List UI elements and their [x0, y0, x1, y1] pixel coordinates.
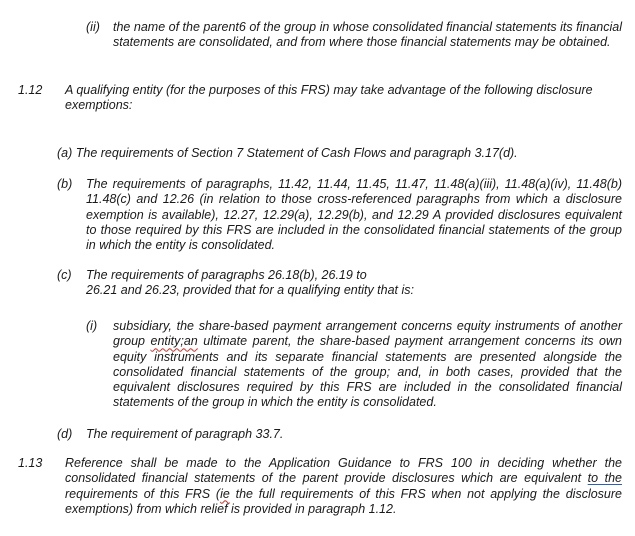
item-c-i-text	[113, 319, 622, 411]
paragraph-1-13-part3: requirements of this FRS (	[65, 486, 221, 501]
grammar-flag[interactable]: to the	[587, 471, 622, 486]
item-c-i-label: (i)	[86, 319, 98, 333]
spellcheck-flag-ie[interactable]: ie	[220, 486, 230, 501]
item-d-label: (d)	[57, 427, 73, 441]
spellcheck-flag[interactable]: entity;an	[150, 334, 198, 349]
item-b-text: The requirements of paragraphs, 11.42, 11.44, 11.45, 11.47, 11.48(a)(iii), 11.48(a)(iv), 11.48(b) 11.48(c) and 12.26 (in relation to those cross-referenced paragraphs from which a disclosure exemption is available), 12.27, 12.29(a), 12.29(b), and 12.29 A provided disclosures equivalent to those required by this FRS are included in the consolidated financial statements of the group in which the entity is consolidated.	[86, 177, 622, 253]
item-a: (a) The requirements of Section 7 Statement of Cash Flows and paragraph 3.17(d).	[57, 146, 518, 160]
item-ii-label: (ii)	[86, 20, 100, 34]
item-c-label: (c)	[57, 268, 72, 282]
item-c-line-2: 26.21 and 26.23, provided that for a qualifying entity that is:	[86, 283, 414, 297]
paragraph-1-13-part5: the full requirements of this FRS when not applying the disclosure exemptions) from which relief is provided in paragraph 1.12.	[65, 486, 622, 516]
paragraph-1-12-number: 1.12	[18, 83, 43, 97]
item-c-i-text-part1: subsidiary, the share-based payment arrangement concerns equity instruments of another group	[113, 319, 622, 349]
item-d-text: The requirement of paragraph 33.7.	[86, 427, 284, 441]
item-c-i-text-part3: ultimate parent, the share-based payment arrangement concerns its own equity instruments and its separate financial statements are presented alongside the consolidated financial statements of the group; and, in both cases, provided that the equivalent disclosures required by this FRS are included in the consolidated financial statements of the group in which the entity is consolidated.	[113, 334, 622, 410]
item-ii-text: the name of the parent6 of the group in whose consolidated financial statements its financial statements are consolidated, and from where those financial statements may be obtained.	[113, 20, 622, 50]
paragraph-1-13-part1: Reference shall be made to the Application Guidance to FRS 100 in deciding whether the consolidated financial statements of the parent provide disclosures which are equivalent	[65, 456, 622, 486]
paragraph-1-13-text	[65, 456, 622, 517]
paragraph-1-12-text: A qualifying entity (for the purposes of this FRS) may take advantage of the following disclosure exemptions:	[65, 83, 593, 113]
item-c-line-1: The requirements of paragraphs 26.18(b), 26.19 to	[86, 268, 367, 282]
paragraph-1-13-number: 1.13	[18, 456, 43, 470]
item-b-label: (b)	[57, 177, 73, 191]
